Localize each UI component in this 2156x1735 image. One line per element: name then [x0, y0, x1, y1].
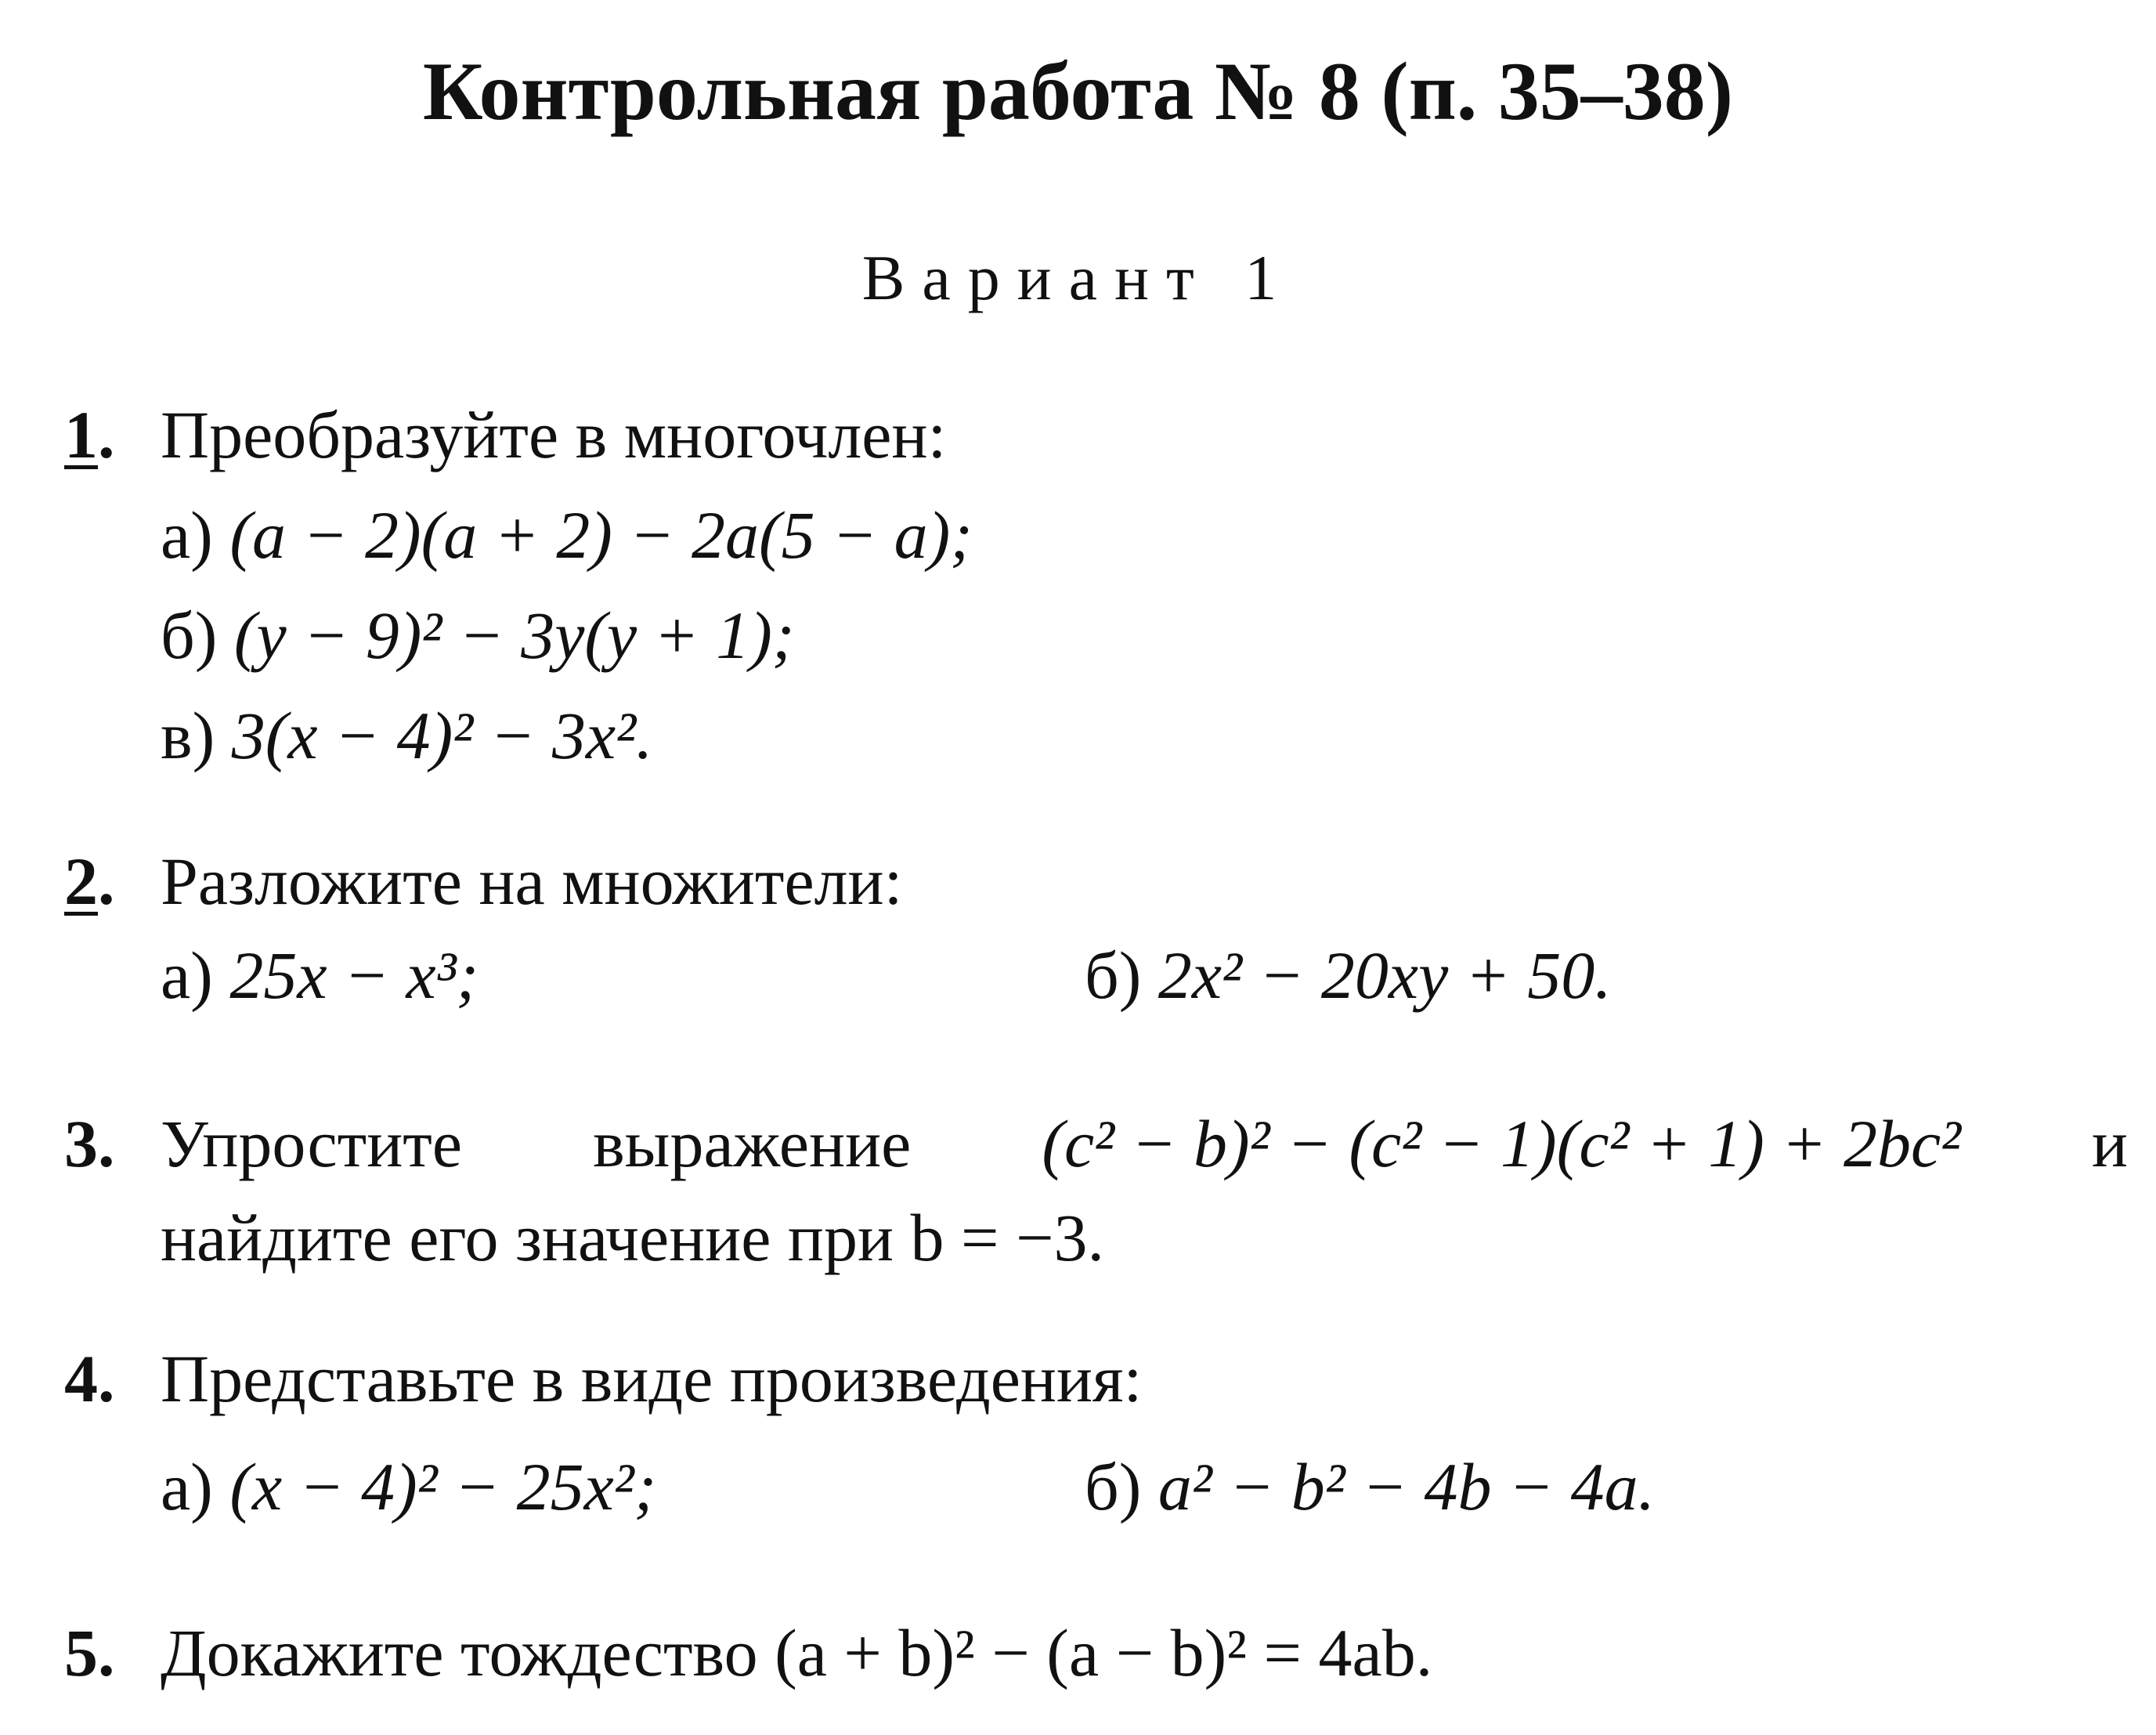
task-2-item-a: [161, 936, 479, 1014]
task-4-item-b: [1085, 1448, 1655, 1526]
task-3-word-3: и: [2091, 1106, 2128, 1181]
task-2-item-b: [1085, 936, 1612, 1014]
task-3-instruction: [161, 1104, 2128, 1183]
item-expression: (x − 4)² − 25x²;: [229, 1449, 657, 1524]
task-3-expression: (c² − b)² − (c² − 1)(c² + 1) + 2bc²: [1042, 1106, 1961, 1181]
item-expression: 25x − x³;: [229, 938, 479, 1013]
task-3-continuation: найдите его значение при b = −3.: [161, 1200, 1104, 1275]
task-2-number: 2.: [64, 844, 115, 919]
task-2-instruction: Разложите на множители:: [161, 844, 903, 919]
task-1-instruction: Преобразуйте в многочлен:: [161, 397, 947, 472]
task-1-item-b: [161, 596, 795, 674]
task-4-instruction: Представьте в виде произведения:: [161, 1341, 1143, 1416]
item-label: б): [161, 598, 218, 673]
task-4-number: 4.: [64, 1341, 115, 1416]
task-1-item-a: [161, 496, 973, 574]
variant-heading: Вариант 1: [861, 242, 1295, 313]
task-5-instruction: Докажите тождество (a + b)² − (a − b)² = 4ab.: [161, 1615, 1433, 1690]
item-label: а): [161, 1449, 213, 1524]
task-3-number: 3.: [64, 1106, 115, 1181]
item-expression: a² − b² − 4b − 4a.: [1157, 1449, 1656, 1524]
task-3-word-2: выражение: [593, 1106, 912, 1181]
task-3-word-1: Упростите: [161, 1106, 463, 1181]
item-expression: (y − 9)² − 3y(y + 1);: [233, 598, 795, 673]
item-expression: (a − 2)(a + 2) − 2a(5 − a);: [229, 497, 973, 573]
task-1-item-c: [161, 696, 653, 775]
item-label: в): [161, 698, 215, 773]
task-5-number: 5.: [64, 1615, 115, 1690]
page-title: Контрольная работа № 8 (п. 35–38): [422, 45, 1734, 137]
item-label: б): [1085, 1449, 1142, 1524]
task-4-item-a: [161, 1448, 656, 1526]
item-expression: 2x² − 20xy + 50.: [1157, 938, 1612, 1013]
item-label: б): [1085, 938, 1142, 1013]
item-expression: 3(x − 4)² − 3x².: [231, 698, 653, 773]
task-1-number: 1.: [64, 397, 115, 472]
item-label: а): [161, 938, 213, 1013]
item-label: а): [161, 497, 213, 573]
